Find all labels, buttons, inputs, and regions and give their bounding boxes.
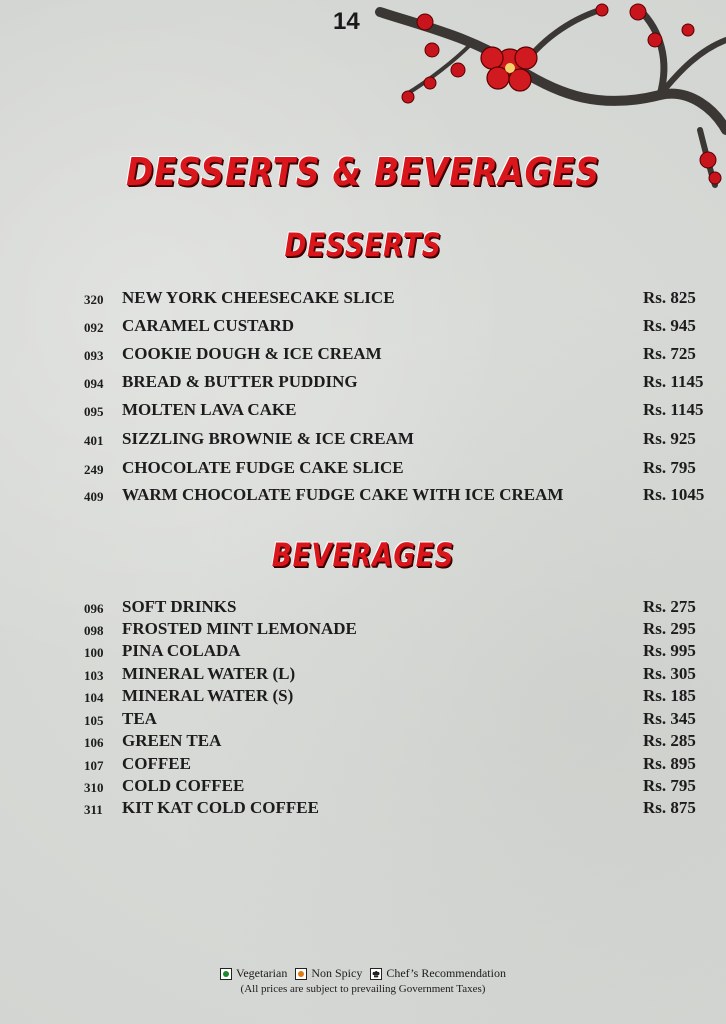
item-code: 310 — [84, 780, 104, 795]
item-price: Rs. 945 — [643, 316, 696, 335]
item-name: GREEN TEA — [122, 731, 222, 750]
item-price: Rs. 285 — [643, 731, 696, 750]
item-price: Rs. 1145 — [643, 400, 704, 419]
item-price: Rs. 1145 — [643, 372, 704, 391]
item-price: Rs. 305 — [643, 664, 696, 683]
item-name: SIZZLING BROWNIE & ICE CREAM — [122, 429, 414, 448]
item-code: 093 — [84, 348, 104, 363]
item-name: SOFT DRINKS — [122, 597, 237, 616]
item-code: 107 — [84, 758, 104, 773]
item-price: Rs. 345 — [643, 709, 696, 728]
item-price: Rs. 795 — [643, 776, 696, 795]
item-name: NEW YORK CHEESECAKE SLICE — [122, 288, 395, 307]
menu-item — [0, 429, 726, 453]
menu-item — [0, 458, 726, 482]
menu-item — [0, 731, 726, 755]
item-name: CHOCOLATE FUDGE CAKE SLICE — [122, 458, 404, 477]
legend-non-spicy — [295, 966, 362, 981]
chef-hat-icon — [370, 968, 382, 980]
item-name: WARM CHOCOLATE FUDGE CAKE WITH ICE CREAM — [122, 485, 564, 504]
legend-vegetarian-label: Vegetarian — [236, 966, 288, 980]
menu-item — [0, 709, 726, 733]
item-price: Rs. 1045 — [643, 485, 705, 504]
item-name: MOLTEN LAVA CAKE — [122, 400, 297, 419]
item-price: Rs. 185 — [643, 686, 696, 705]
item-price: Rs. 795 — [643, 458, 696, 477]
item-name: FROSTED MINT LEMONADE — [122, 619, 357, 638]
non-spicy-icon — [295, 968, 307, 980]
item-price: Rs. 295 — [643, 619, 696, 638]
menu-item — [0, 372, 726, 396]
legend-vegetarian — [220, 966, 287, 981]
item-name: COFFEE — [122, 754, 191, 773]
item-code: 320 — [84, 292, 104, 307]
item-name: BREAD & BUTTER PUDDING — [122, 372, 358, 391]
vegetarian-icon — [220, 968, 232, 980]
item-code: 104 — [84, 690, 104, 705]
menu-item — [0, 686, 726, 710]
item-price: Rs. 275 — [643, 597, 696, 616]
menu-item — [0, 776, 726, 800]
menu-item — [0, 400, 726, 424]
item-name: TEA — [122, 709, 157, 728]
item-price: Rs. 995 — [643, 641, 696, 660]
menu-item — [0, 664, 726, 688]
legend-non-spicy-label: Non Spicy — [311, 966, 363, 980]
item-price: Rs. 895 — [643, 754, 696, 773]
menu-item — [0, 798, 726, 822]
item-code: 100 — [84, 645, 104, 660]
legend — [0, 966, 726, 995]
item-code: 106 — [84, 735, 104, 750]
item-name: PINA COLADA — [122, 641, 241, 660]
item-price: Rs. 825 — [643, 288, 696, 307]
item-name: KIT KAT COLD COFFEE — [122, 798, 319, 817]
menu-item — [0, 288, 726, 312]
item-name: COOKIE DOUGH & ICE CREAM — [122, 344, 382, 363]
item-code: 092 — [84, 320, 104, 335]
item-price: Rs. 875 — [643, 798, 696, 817]
menu-item — [0, 344, 726, 368]
beverages-section-title: BEVERAGES — [271, 536, 455, 574]
item-code: 105 — [84, 713, 104, 728]
menu-item — [0, 597, 726, 621]
item-code: 409 — [84, 489, 104, 504]
legend-chef — [370, 966, 506, 981]
item-name: COLD COFFEE — [122, 776, 245, 795]
menu-item — [0, 619, 726, 643]
item-name: MINERAL WATER (L) — [122, 664, 296, 683]
item-code: 096 — [84, 601, 104, 616]
item-code: 103 — [84, 668, 104, 683]
page-number: 14 — [333, 8, 360, 35]
item-code: 401 — [84, 433, 104, 448]
item-name: MINERAL WATER (S) — [122, 686, 294, 705]
item-code: 095 — [84, 404, 104, 419]
item-code: 094 — [84, 376, 104, 391]
item-code: 311 — [84, 802, 103, 817]
menu-item — [0, 316, 726, 340]
legend-chef-label: Chef’s Recommendation — [386, 966, 506, 980]
menu-item — [0, 485, 726, 509]
item-code: 098 — [84, 623, 104, 638]
desserts-section-title: DESSERTS — [284, 226, 442, 264]
tax-note: (All prices are subject to prevailing Government Taxes) — [240, 983, 486, 995]
item-price: Rs. 725 — [643, 344, 696, 363]
menu-item — [0, 641, 726, 665]
menu-item — [0, 754, 726, 778]
page-title: DESSERTS & BEVERAGES — [126, 150, 600, 194]
item-price: Rs. 925 — [643, 429, 696, 448]
item-name: CARAMEL CUSTARD — [122, 316, 295, 335]
item-code: 249 — [84, 462, 104, 477]
